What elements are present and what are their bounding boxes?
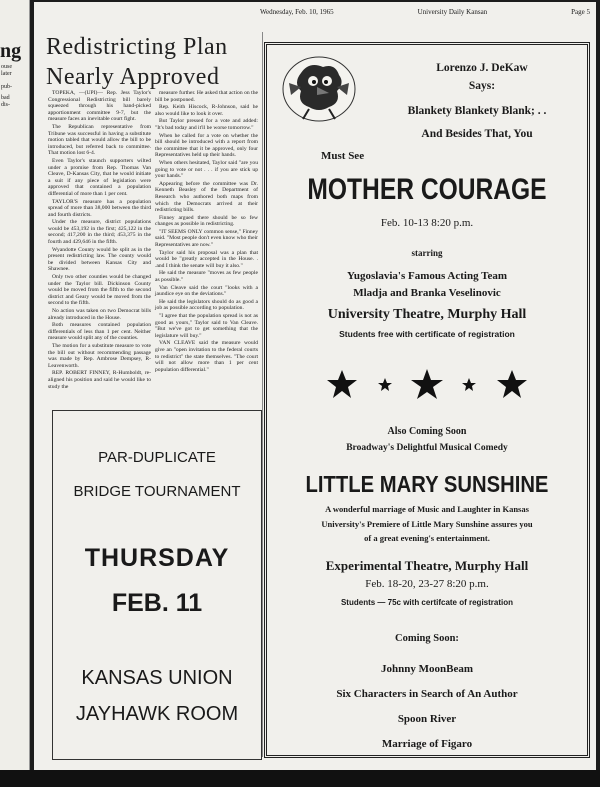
bridge-ad-venue-2: JAYHAWK ROOM [75,703,239,725]
bridge-ad-line-1: PAR-DUPLICATE [98,449,216,466]
blankety-line: Blankety Blankety Blank; . . [407,105,547,117]
presenter-block [377,59,587,95]
scan-bottom-edge [0,770,600,787]
article-paragraph: Wyandotte County would be split as in the present redistricting law. The county would be divided between Kansas City and Shawnee. [48,246,151,273]
coming-soon-item: Marriage of Figaro [381,738,473,750]
article-paragraph: TAYLOR'S measure has a population spread of more than 38,000 between the third and fourth districts. [48,198,151,218]
article-paragraph: Even Taylor's staunch supporters wilted under a promise from Rep. Thomas Van Cleave, D-Kansas City, that he would initiate a suit if any piece of legislation were approved that contained a population differential of more than 1 per cent. [48,157,151,197]
bridge-ad-venue-1: KANSAS UNION [81,667,233,689]
article-paragraph: measure further. He asked that action on the bill be postponed. [155,90,258,103]
prev-page-fragment: later [1,71,12,77]
headline-line-1: Redistricting Plan [46,34,228,60]
headline-line-2: Nearly Approved [46,64,220,90]
prev-page-fragment-big: ng [0,40,22,62]
acting-team-line-2: Mladja and Branka Veselinovic [353,287,501,299]
starring-label: starring [411,248,443,258]
show2-blurb [267,502,587,546]
show2-dates: Feb. 18-20, 23-27 8:20 p.m. [365,578,489,590]
article-paragraph: Both measures contained population differentials of less than 1 per cent. Neither measure would split any of the counties. [48,322,151,342]
article-paragraph: He said the measure "moves as few people as possible." [155,270,258,284]
article-paragraph: The motion for a substitute measure to vote the bill out without recommending passage was made by Rep. Ambrose Dempsey, R-Leavenworth. [48,342,151,369]
column-divider [262,32,263,757]
header-paper-name: University Daily Kansan [417,8,488,16]
presenter-says: Says: [468,80,496,92]
acting-team [267,268,587,302]
article-paragraph: The Republican representative from Tribune was successful in having a substitute motion tabled that would allow the bill to be introduced, but referred back to committee. That motion lost 6-4. [48,123,151,157]
article-paragraph: Finney argued there should be so few changes as possible in redistricting. [155,214,258,228]
show1-venue: University Theatre, Murphy Hall [327,307,527,322]
broadway-label: Broadway's Delightful Musical Comedy [346,443,508,453]
show2-venue: Experimental Theatre, Murphy Hall [325,558,529,573]
article-paragraph: Only two other counties would be changed under the Taylor bill. Dickinson County would be moved from the fifth to the second district and Geary would be moved from the second to the fifth. [48,274,151,307]
article-headline [46,32,261,92]
article-body [48,90,258,405]
star-icon [378,378,392,391]
article-column-1 [48,90,151,405]
prev-page-fragment: pub- [1,84,12,90]
article-paragraph: Appearing before the committee was Dr. Kenneth Beasley of the Department of Research who authored both maps from which the Democrats arrived at their redistricting bills. [155,180,258,214]
stars-divider [267,367,587,401]
blurb-line-2: University's Premiere of Little Mary Sunshine assures you [321,518,533,529]
coming-soon-item: Spoon River [397,713,457,725]
show2-student-price: Students — 75c with certifcate of registration [340,598,514,607]
presenter-name: Lorenzo J. DeKaw [436,62,528,74]
coming-soon-list [267,657,587,757]
show1-dates: Feb. 10-13 8:20 p.m. [380,217,474,229]
article-paragraph: "I agree that the population spread is not as good as yours," Taylor said to Van Cleave. "But we've got to get something that the legislature will buy." [155,313,258,339]
header-page-number: Page 5 [571,8,590,16]
star-icon [327,370,357,398]
blurb-line-3: of a great evening's entertainment. [364,533,490,543]
crow-mascot-icon [279,53,359,125]
stars-row-icon [327,367,527,401]
star-icon [411,369,443,399]
header-date: Wednesday, Feb. 10, 1965 [260,8,334,16]
show2-title: LITTLE MARY SUNSHINE [305,471,549,497]
article-paragraph: He said the legislators should do as good a job as possible according to population. [155,298,258,312]
star-icon [497,370,527,398]
article-paragraph: "IT SEEMS ONLY common sense," Finney said. "Most people don't even know who their Representatives are now." [155,228,258,249]
article-paragraph: When he called for a vote on whether the bill should be introduced with a report from the committee that it be approved, only four Representatives held up their hands. [155,132,258,159]
coming-soon-title: Coming Soon: [395,633,459,644]
article-paragraph: REP. ROBERT FINNEY, R-Humboldt, re-aligned his position and said he would like to study the [48,370,151,390]
article-paragraph: Taylor said his proposal was a plan that would be "greatly accepted in the House. . .and I think the senate will buy it also." [155,249,258,269]
coming-soon-item: Six Characters in Search of An Author [336,688,518,700]
also-coming-label: Also Coming Soon [387,426,467,437]
blurb-line-1: A wonderful marriage of Music and Laughter in Kansas [325,504,529,514]
bridge-ad-date: FEB. 11 [111,589,203,617]
article-paragraph: Under the measure, district populations would be 453,192 in the first; 425,122 in the second; 417,200 in the third; 453,375 in the fourth and 429,646 in the fifth. [48,219,151,246]
besides-line: And Besides That, You [421,128,533,140]
bridge-tournament-ad [52,410,262,760]
prev-page-fragment: bad [1,95,10,101]
prev-page-fragment: dis- [1,102,10,108]
star-icon [462,378,476,391]
article-paragraph: No action was taken on two Democrat bills already introduced in the House. [48,308,151,321]
show1-free-note: Students free with certificate of registration [339,329,515,339]
article-column-2 [155,90,258,405]
newspaper-page [34,2,596,782]
must-see-label: Must See [321,150,365,162]
theatre-ad [264,42,590,758]
article-paragraph: TOPEKA, —(UPI)— Rep. Jess Taylor's Congressional Redistricting bill barely squeezed through his hand-picked apportionment committee 9-7, but the measure faces an inevitable court fight. [48,90,151,123]
coming-soon-item: Johnny MoonBeam [381,663,473,675]
article-paragraph: But Taylor pressed for a vote and added: "It's bad today and it'll be worse tomorrow." [155,118,258,131]
acting-team-line-1: Yugoslavia's Famous Acting Team [346,270,508,282]
show1-title: MOTHER COURAGE [307,173,547,206]
article-paragraph: Rep. Keith Hiscock, R-Johnson, said he also would like to look it over. [155,104,258,117]
page-header [260,8,590,16]
article-paragraph: Van Cleave said the court "looks with a jaundice eye on the deviations." [155,284,258,298]
previous-page-edge [0,0,30,770]
prev-page-fragment: ouse [1,64,12,70]
blankety-block [367,100,587,146]
bridge-ad-day: THURSDAY [84,544,230,572]
article-paragraph: VAN CLEAVE said the measure would give an "open invitation to the federal courts to redistrict" the state themselves. "The court will not allow more than 1 per cent population differential." [155,340,258,373]
article-paragraph: When others hesitated, Taylor said "are you going to vote or not . . . if you are stick up your hands." [155,159,258,180]
bridge-ad-line-2: BRIDGE TOURNAMENT [73,483,241,500]
